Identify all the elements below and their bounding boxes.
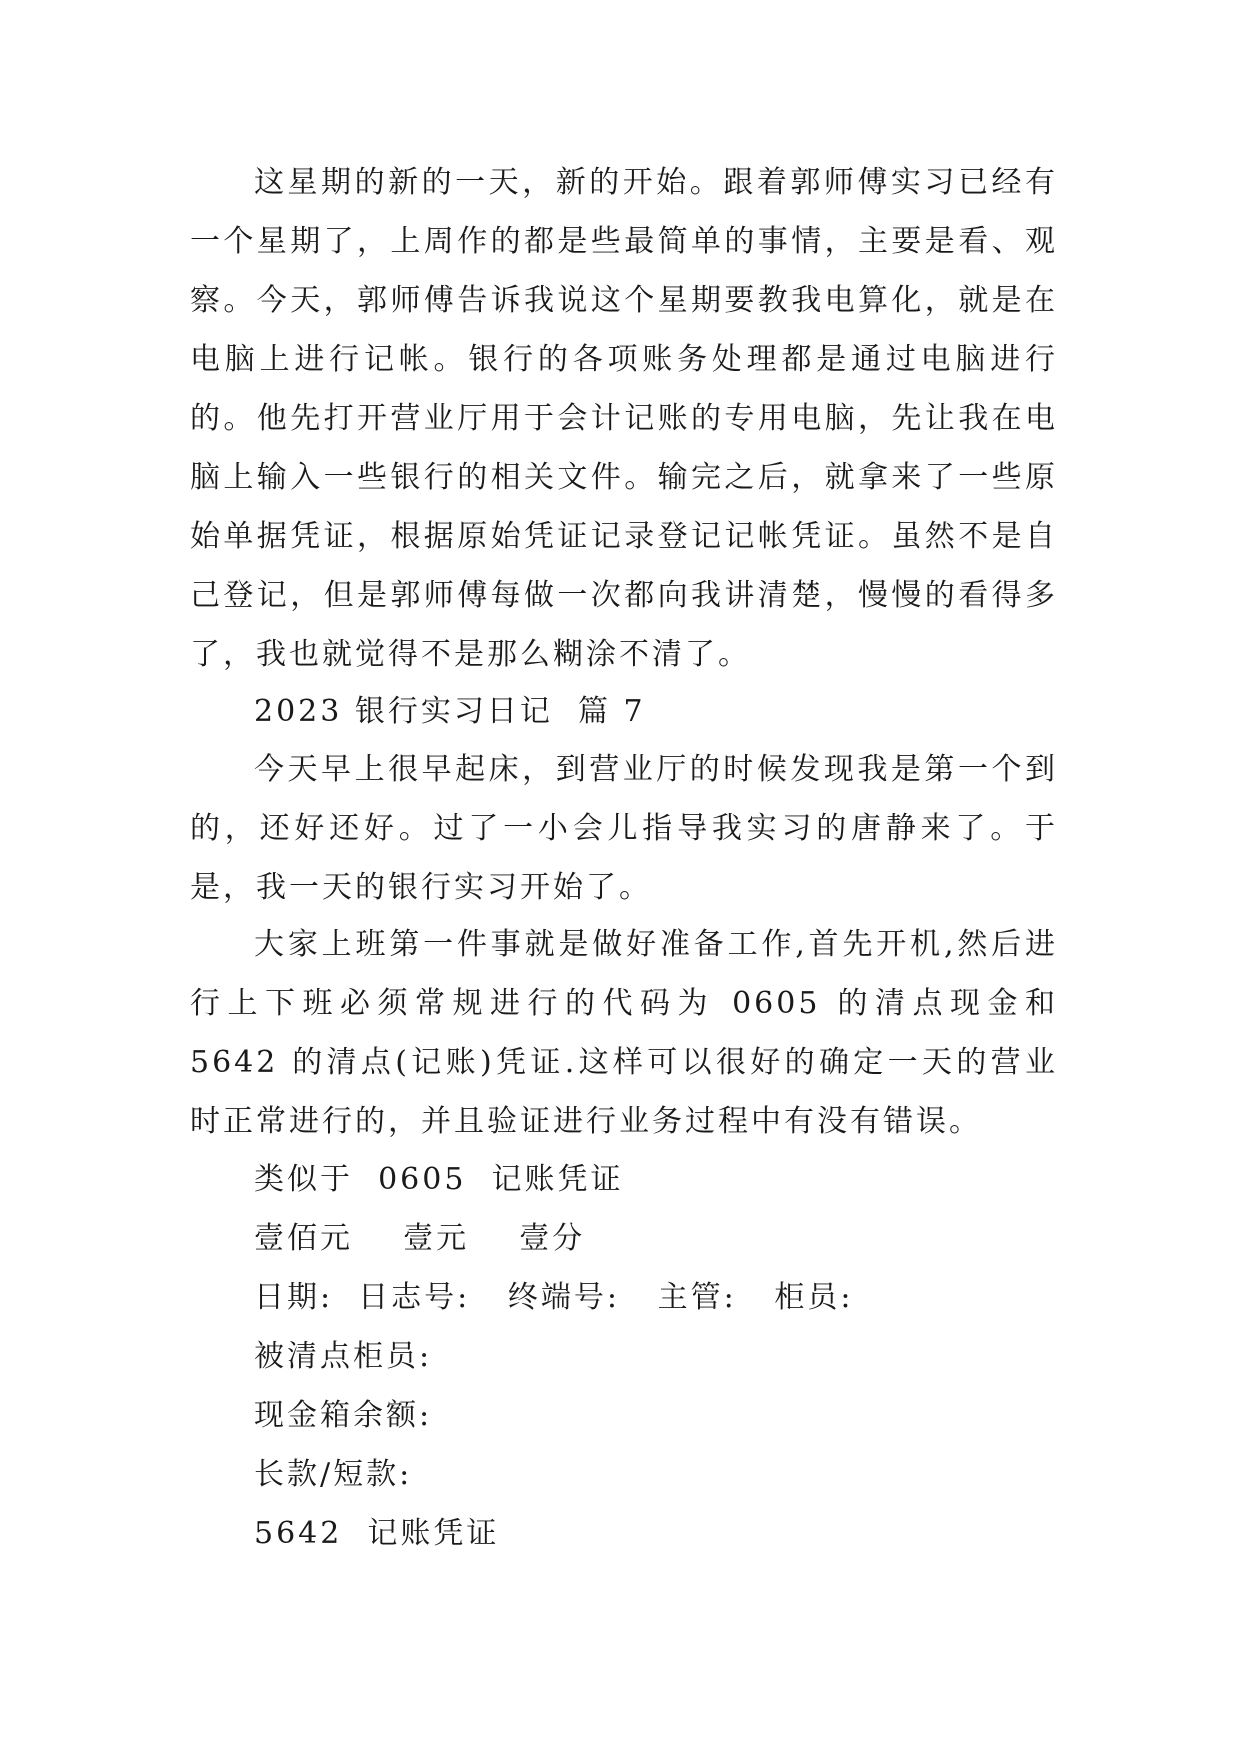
section-heading: 2023 银行实习日记 篇 7 [254, 694, 646, 729]
paragraph-intro: 这星期的新的一天，新的开始。跟着郭师傅实习已经有一个星期了，上周作的都是些最简单的事情，主要是看、观察。今天，郭师傅告诉我说这个星期要教我电算化，就是在电脑上进行记帐。银行的各项账务处理都是通过电脑进行的。他先打开营业厅用于会计记账的专用电脑，先让我在电脑上输入一些银行的相关文件。输完之后，就拿来了一些原始单据凭证，根据原始凭证记录登记记帐凭证。虽然不是自己登记，但是郭师傅每做一次都向我讲清楚，慢慢的看得多了，我也就觉得不是那么糊涂不清了。 [190, 165, 1058, 672]
voucher-amounts: 壹佰元 壹元 壹分 [254, 1221, 586, 1256]
paragraph-preparation: 大家上班第一件事就是做好准备工作,首先开机,然后进行上下班必须常规进行的代码为 0605 的清点现金和 5642 的清点(记账)凭证.这样可以很好的确定一天的营业时正常进行的，并且验证进行业务过程中有没有错误。 [190, 927, 1058, 1139]
voucher-fields: 日期: 日志号: 终端号: 主管: 柜员: [254, 1280, 854, 1315]
voucher-5642-title: 5642 记账凭证 [254, 1516, 500, 1551]
voucher-0605-title: 类似于 0605 记账凭证 [254, 1162, 624, 1197]
paragraph-morning: 今天早上很早起床，到营业厅的时候发现我是第一个到的，还好还好。过了一小会儿指导我实习的唐静来了。于是，我一天的银行实习开始了。 [190, 752, 1058, 905]
voucher-long-short: 长款/短款: [254, 1457, 413, 1492]
voucher-counted-teller: 被清点柜员: [254, 1339, 433, 1374]
voucher-cash-box-balance: 现金箱余额: [254, 1398, 433, 1433]
